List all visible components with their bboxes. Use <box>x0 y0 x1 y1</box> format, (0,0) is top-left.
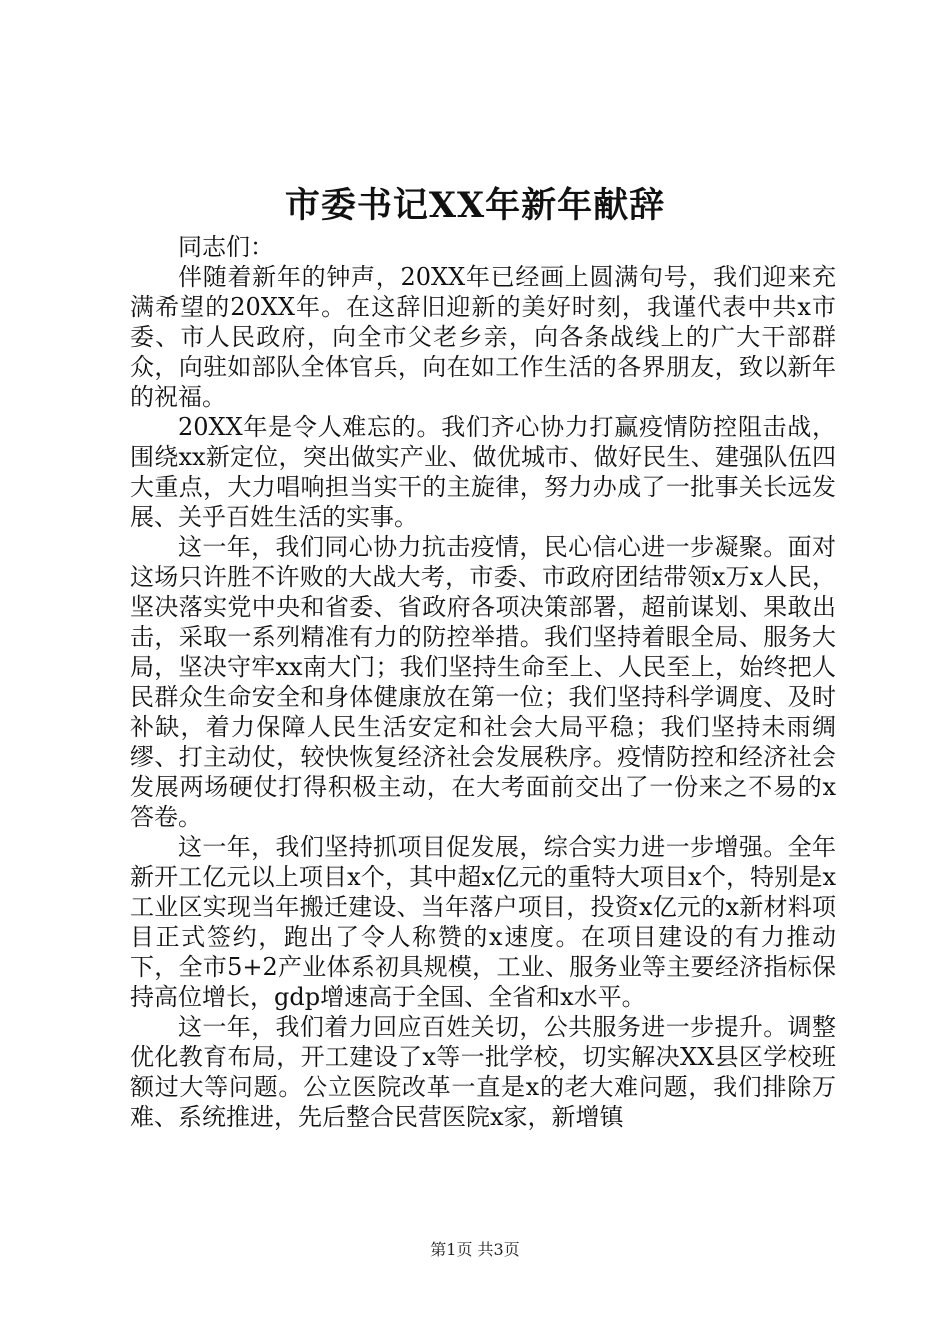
document-title: 市委书记XX年新年献辞 <box>284 185 666 226</box>
paragraph-1: 伴随着新年的钟声，20XX年已经画上圆满句号，我们迎来充满希望的20XX年。在这辞旧迎新的美好时刻，我谨代表中共x市委、市人民政府，向全市父老乡亲，向各条战线上的广大干部群众，向驻如部队全体官兵，向在如工作生活的各界朋友，致以新年的祝福。 <box>130 263 836 411</box>
salutation: 同志们： <box>178 233 274 261</box>
paragraph-2: 20XX年是令人难忘的。我们齐心协力打赢疫情防控阻击战，围绕xx新定位，突出做实产业、做优城市、做好民生、建强队伍四大重点，大力唱响担当实干的主旋律，努力办成了一批事关长远发展、关乎百姓生活的实事。 <box>130 413 836 531</box>
document-body <box>130 232 836 1132</box>
paragraph-4: 这一年，我们坚持抓项目促发展，综合实力进一步增强。全年新开工亿元以上项目x个，其中超x亿元的重特大项目x个，特别是x工业区实现当年搬迁建设、当年落户项目，投资x亿元的x新材料项目正式签约，跑出了令人称赞的x速度。在项目建设的有力推动下，全市5+2产业体系初具规模，工业、服务业等主要经济指标保持高位增长，gdp增速高于全国、全省和x水平。 <box>130 833 836 1011</box>
paragraph-3: 这一年，我们同心协力抗击疫情，民心信心进一步凝聚。面对这场只许胜不许败的大战大考，市委、市政府团结带领x万x人民，坚决落实党中央和省委、省政府各项决策部署，超前谋划、果敢出击，采取一系列精准有力的防控举措。我们坚持着眼全局、服务大局，坚决守牢xx南大门；我们坚持生命至上、人民至上，始终把人民群众生命安全和身体健康放在第一位；我们坚持科学调度、及时补缺，着力保障人民生活安定和社会大局平稳；我们坚持未雨绸缪、打主动仗，较快恢复经济社会发展秩序。疫情防控和经济社会发展两场硬仗打得积极主动，在大考面前交出了一份来之不易的x答卷。 <box>130 533 836 831</box>
page-footer: 第1页 共3页 <box>430 1240 520 1259</box>
paragraph-5: 这一年，我们着力回应百姓关切，公共服务进一步提升。调整优化教育布局，开工建设了x等一批学校，切实解决XX县区学校班额过大等问题。公立医院改革一直是x的老大难问题，我们排除万难、系统推进，先后整合民营医院x家，新增镇 <box>130 1013 836 1131</box>
